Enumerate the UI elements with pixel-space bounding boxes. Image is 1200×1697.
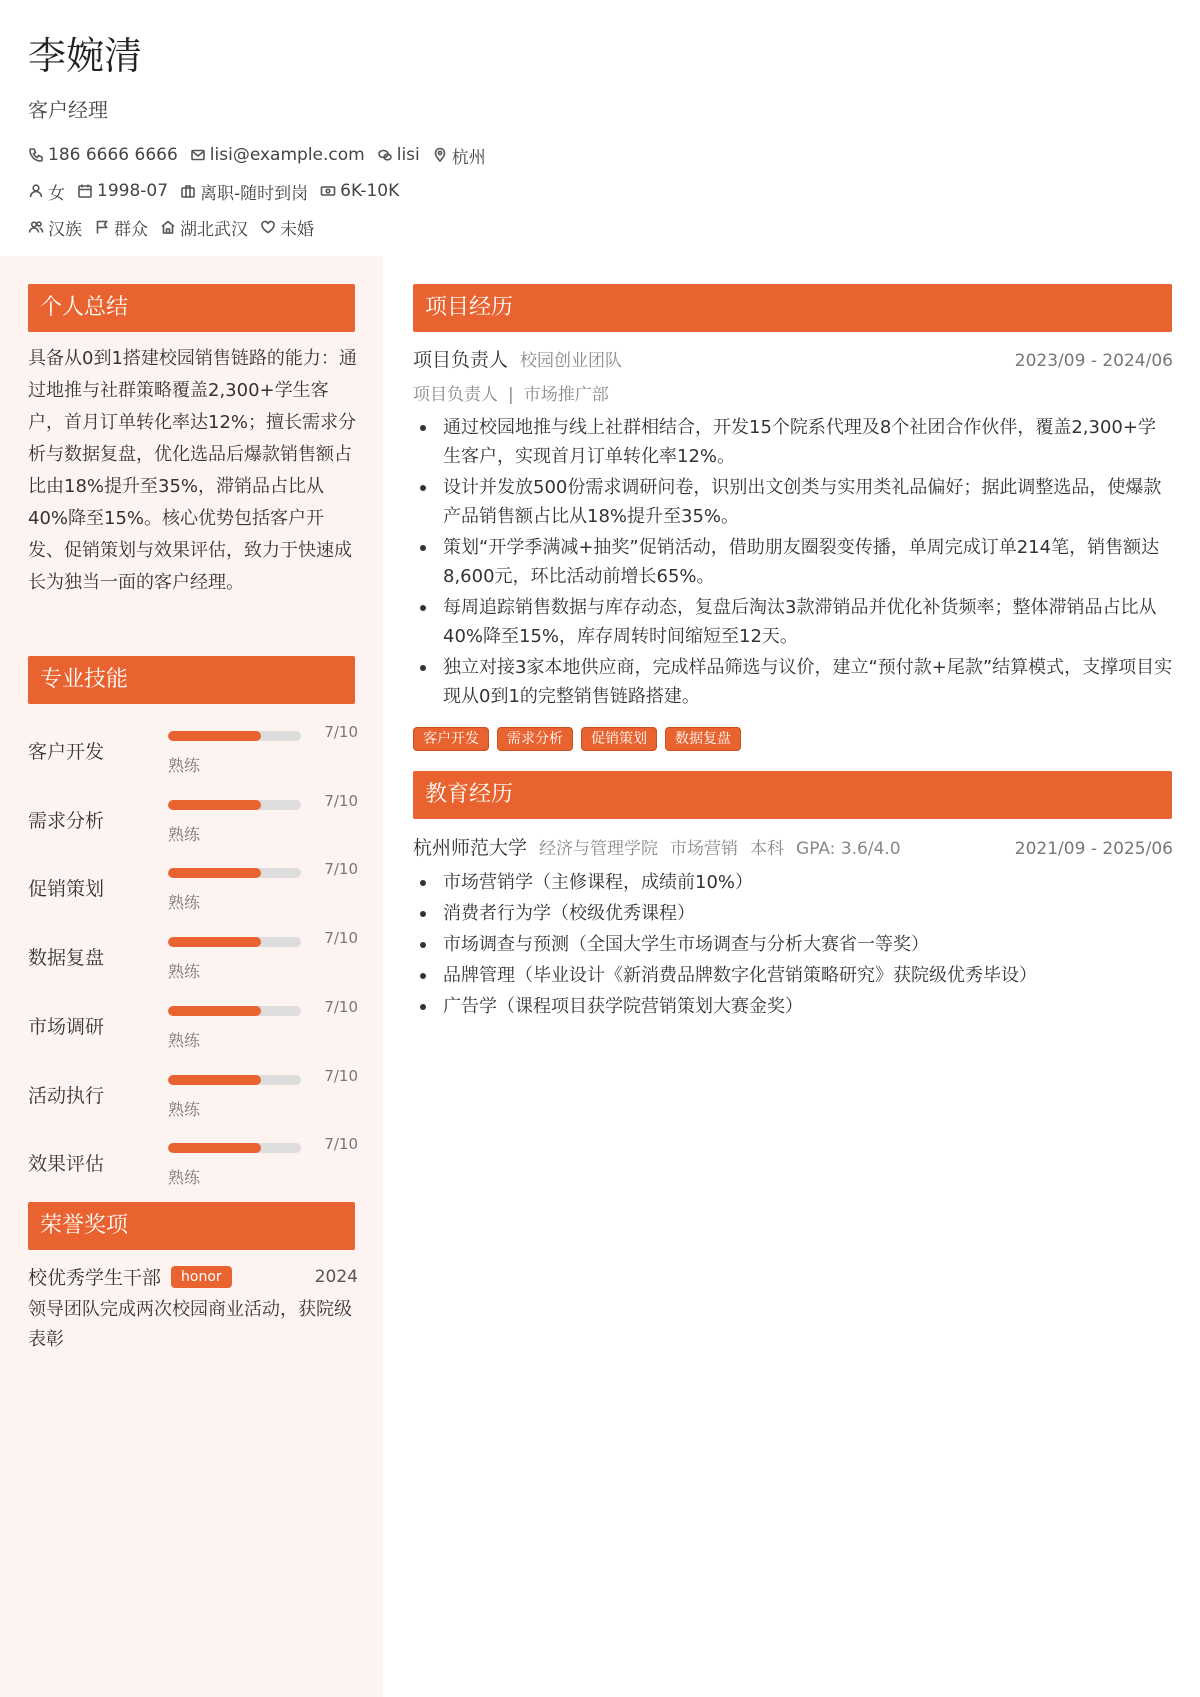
skill-progress-bar (168, 1075, 301, 1085)
skill-item (28, 860, 358, 920)
skill-progress-bar (168, 800, 301, 810)
skill-level: 熟练 (168, 962, 201, 982)
project-role: 项目负责人 (413, 349, 509, 371)
skill-progress-bar (168, 1143, 301, 1153)
skill-level: 熟练 (168, 1168, 201, 1188)
info-marital (260, 215, 314, 240)
skill-score: 7/10 (324, 1135, 358, 1154)
politics-value: 群众 (114, 219, 148, 240)
job-title: 客户经理 (28, 98, 108, 122)
skill-level: 熟练 (168, 1030, 201, 1050)
skill-progress-bar (168, 868, 301, 878)
skill-score: 7/10 (324, 929, 358, 948)
status-value: 离职-随时到岗 (200, 183, 309, 204)
course-item: 市场调查与预测（全国大学生市场调查与分析大赛省一等奖） (413, 930, 1173, 959)
gender-value: 女 (48, 183, 65, 204)
candidate-name: 李婉清 (28, 34, 143, 78)
skill-progress-bar (168, 937, 301, 947)
heart-icon (260, 219, 276, 235)
project-org: 校园创业团队 (520, 351, 623, 371)
education-heading: 教育经历 (413, 771, 1172, 819)
projects-heading: 项目经历 (413, 284, 1172, 332)
skill-name: 效果评估 (28, 1153, 105, 1176)
salary-value: 6K-10K (340, 181, 400, 201)
education-header (413, 833, 1173, 860)
course-item: 消费者行为学（校级优秀课程） (413, 899, 1173, 928)
skill-score: 7/10 (324, 723, 358, 741)
contact-row-2 (28, 174, 1168, 208)
skill-item (28, 998, 358, 1058)
info-politics (94, 215, 148, 240)
phone-icon (28, 147, 44, 163)
project-bullet: 设计并发放500份需求调研问卷，识别出文创类与实用类礼品偏好；据此调整选品，使爆款产品销售额占比从18%提升至35%。 (413, 473, 1173, 531)
skill-progress-fill (168, 868, 261, 878)
hometown-value: 湖北武汉 (180, 219, 248, 240)
info-birth (77, 181, 168, 201)
skill-name: 活动执行 (28, 1084, 105, 1107)
skill-score: 7/10 (324, 1066, 358, 1085)
mail-icon (190, 147, 206, 163)
course-item: 市场营销学（主修课程，成绩前10%） (413, 868, 1173, 897)
degree-name: 本科 (750, 839, 785, 859)
birth-value: 1998-07 (97, 181, 169, 201)
contact-phone (28, 145, 178, 165)
honor-year: 2024 (314, 1266, 358, 1287)
project-date: 2023/09 - 2024/06 (1014, 351, 1173, 371)
skill-progress-fill (168, 1006, 261, 1016)
college-name: 经济与管理学院 (539, 839, 659, 859)
skill-name: 数据复盘 (28, 947, 105, 970)
skill-item (28, 723, 358, 783)
project-sub-dept: 市场推广部 (523, 385, 609, 405)
skill-name: 需求分析 (28, 809, 105, 832)
honors-heading: 荣誉奖项 (28, 1202, 355, 1250)
skill-progress-fill (168, 800, 261, 810)
skill-level: 熟练 (168, 824, 201, 844)
marital-value: 未婚 (280, 219, 314, 240)
honor-item (28, 1263, 358, 1290)
skill-item (28, 1067, 358, 1127)
skill-item (28, 1135, 358, 1195)
resume-header (28, 28, 1168, 244)
skill-progress-fill (168, 937, 261, 947)
gpa-value: GPA: 3.6/4.0 (796, 839, 901, 859)
skill-tag: 客户开发 (413, 727, 489, 751)
wechat-id: lisi (396, 145, 420, 165)
skill-progress-fill (168, 1143, 261, 1153)
skill-name: 促销策划 (28, 878, 105, 901)
skill-progress-fill (168, 731, 261, 741)
skill-level: 熟练 (168, 893, 201, 913)
skill-item (28, 792, 358, 852)
calendar-icon (77, 183, 93, 199)
info-ethnicity (28, 215, 82, 240)
school-name: 杭州师范大学 (413, 837, 528, 859)
phone-number: 186 6666 6666 (48, 145, 178, 165)
summary-heading: 个人总结 (28, 284, 355, 332)
summary-text: 具备从0到1搭建校园销售链路的能力：通过地推与社群策略覆盖2,300+学生客户，首月订单转化率达12%；擅长需求分析与数据复盘，优化选品后爆款销售额占比由18%提升至35%，滞销品占比从40%降至15%。核心优势包括客户开发、促销策划与效果评估，致力于快速成长为独当一面的客户经理。 (28, 348, 357, 593)
project-sub-role: 项目负责人 (413, 385, 498, 405)
contact-row-1 (28, 138, 1168, 172)
skill-tag: 促销策划 (581, 727, 657, 751)
major-name: 市场营销 (670, 839, 739, 859)
skill-name: 市场调研 (28, 1015, 105, 1038)
project-bullets (413, 413, 1173, 713)
education-courses (413, 868, 1173, 1023)
skill-name: 客户开发 (28, 741, 105, 763)
contact-row-3 (28, 210, 1168, 244)
contact-city (432, 143, 486, 168)
info-salary (320, 181, 399, 201)
home-icon (160, 219, 176, 235)
skill-tag: 数据复盘 (665, 727, 741, 751)
contact-wechat (377, 145, 420, 165)
contact-email (190, 145, 365, 165)
course-item: 品牌管理（毕业设计《新消费品牌数字化营销策略研究》获院级优秀毕设） (413, 961, 1173, 990)
skill-score: 7/10 (324, 860, 358, 879)
course-item: 广告学（课程项目获学院营销策划大赛金奖） (413, 992, 1173, 1021)
project-bullet: 独立对接3家本地供应商，完成样品筛选与议价，建立“预付款+尾款”结算模式，支撑项目实现从0到1的完整销售链路搭建。 (413, 653, 1173, 711)
location-icon (432, 147, 448, 163)
briefcase-icon (180, 183, 196, 199)
project-subtitle (413, 380, 609, 405)
honor-name: 校优秀学生干部 (28, 1267, 162, 1289)
education-date: 2021/09 - 2025/06 (1014, 839, 1173, 859)
project-sub-separator: | (508, 385, 514, 405)
skill-progress-bar (168, 1006, 301, 1016)
group-icon (28, 219, 44, 235)
skill-item (28, 929, 358, 989)
city-name: 杭州 (451, 147, 486, 168)
info-hometown (160, 215, 248, 240)
skill-level: 熟练 (168, 756, 201, 775)
skill-tag: 需求分析 (497, 727, 573, 751)
person-icon (28, 183, 44, 199)
info-status (180, 179, 308, 204)
project-bullet: 每周追踪销售数据与库存动态，复盘后淘汰3款滞销品并优化补货频率；整体滞销品占比从40%降至15%，库存周转时间缩短至12天。 (413, 593, 1173, 651)
wechat-icon (377, 147, 393, 163)
project-tags (413, 727, 749, 751)
skill-progress-fill (168, 1075, 261, 1085)
honor-badge: honor (171, 1266, 232, 1288)
skill-level: 熟练 (168, 1099, 201, 1119)
project-bullet: 通过校园地推与线上社群相结合，开发15个院系代理及8个社团合作伙伴，覆盖2,300+学生客户，实现首月订单转化率12%。 (413, 413, 1173, 471)
honor-description: 领导团队完成两次校园商业活动，获院级表彰 (28, 1299, 352, 1350)
money-icon (320, 183, 336, 199)
email-address: lisi@example.com (209, 145, 365, 165)
flag-icon (94, 219, 110, 235)
skills-heading: 专业技能 (28, 656, 355, 704)
skill-score: 7/10 (324, 997, 358, 1016)
project-header (413, 345, 1173, 372)
info-gender (28, 179, 65, 204)
ethnicity-value: 汉族 (48, 219, 82, 240)
skill-progress-bar (168, 731, 301, 741)
project-bullet: 策划“开学季满减+抽奖”促销活动，借助朋友圈裂变传播，单周完成订单214笔，销售额达8,600元，环比活动前增长65%。 (413, 533, 1173, 591)
skill-score: 7/10 (324, 791, 358, 810)
